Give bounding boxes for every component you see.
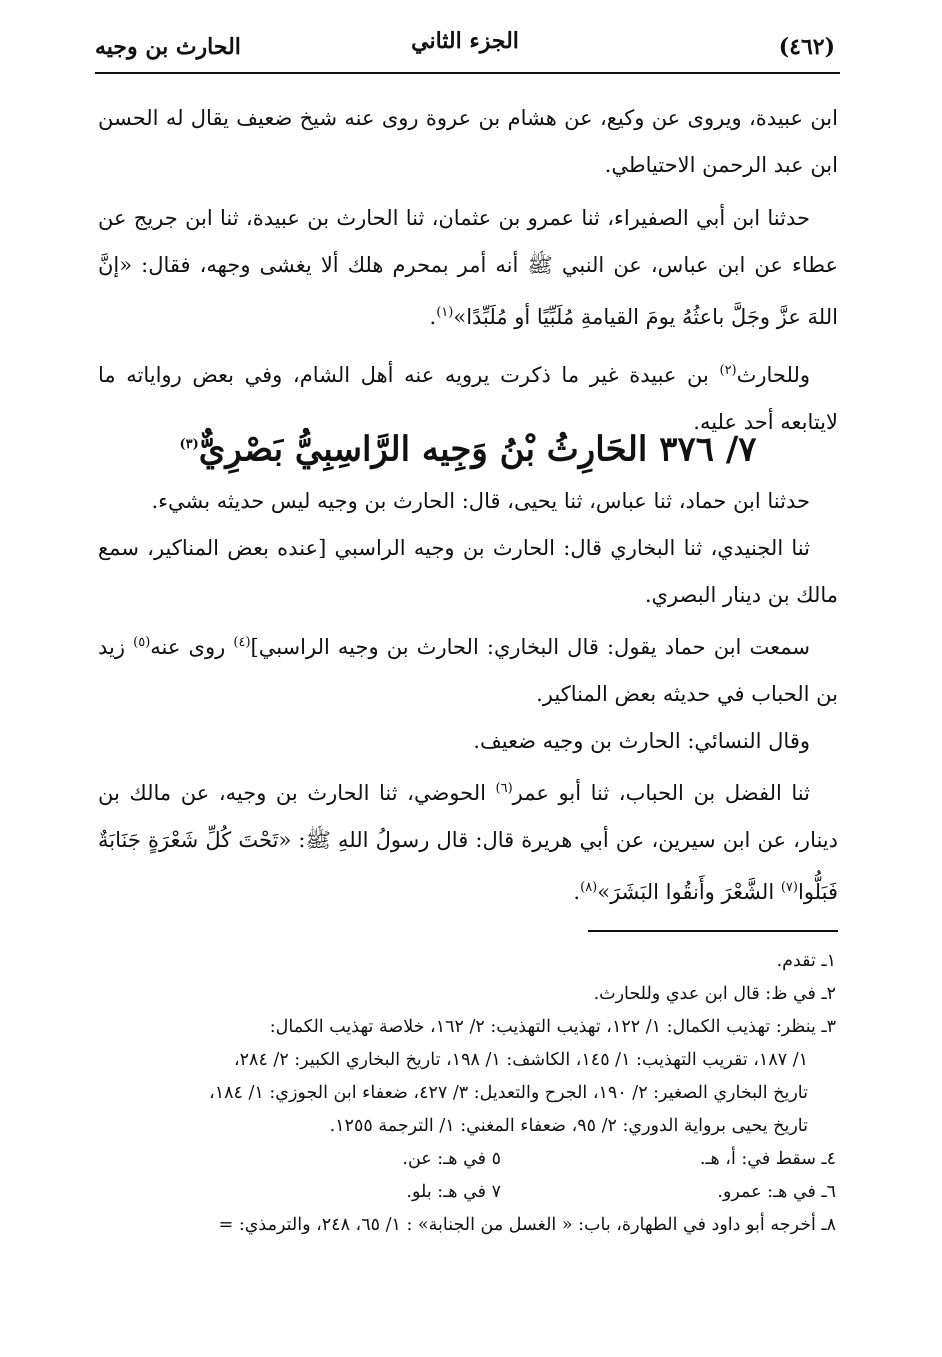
paragraph-3-lead: وللحارث <box>736 363 810 387</box>
paragraph-1: ابن عبيدة، ويروى عن وكيع، عن هشام بن عروة روى عنه شيخ ضعيف يقال له الحسن ابن عبد الرحمن الاحتياطي. <box>98 106 838 177</box>
paragraph-7: وقال النسائي: الحارث بن وجيه ضعيف. <box>473 729 810 753</box>
footnote-separator <box>588 930 838 932</box>
footnotes <box>88 945 836 1242</box>
header-rule <box>95 72 840 74</box>
paragraph-5: ثنا الجنيدي، ثنا البخاري قال: الحارث بن وجيه الراسبي [عنده بعض المناكير، سمع مالك بن دينار البصري. <box>98 536 838 607</box>
chapter-heading <box>98 420 838 474</box>
footnote-marker-2: (٢) <box>719 363 737 378</box>
main-text-upper <box>98 95 838 446</box>
footnote-marker-7: (٧) <box>780 880 798 895</box>
paragraph-8: ثنا الفضل بن الحباب، ثنا أبو عمر$^{(٦)}$ الحوضي، ثنا الحارث بن وجيه، عن مالك بن دينار، عن ابن سيرين، عن أبي هريرة قال: قال رسولُ اللهِ ﷺ: «تَحْتَ كُلِّ شَعْرَةٍ جَنَابَةٌ فَبَلُّوا$^{(٧)}$ الشَّعْرَ وأَنقُوا البَشَرَ»$^{(٨)}$. <box>98 781 838 904</box>
footnote-2: ٢ـ في ظ: قال ابن عدي وللحارث. <box>593 984 836 1004</box>
page-number: (٤٦٢) <box>778 34 835 60</box>
footnote-marker-6: (٦) <box>495 781 513 796</box>
paragraph-6-cont: زيد بن الحباب في حديثه بعض المناكير. <box>98 635 838 706</box>
volume-title: الجزء الثاني <box>411 28 519 54</box>
footnote-7: ٧ في هـ: بلو. <box>406 1182 501 1202</box>
paragraph-6-text: سمعت ابن حماد يقول: قال البخاري: الحارث بن وجيه الراسبي] <box>250 635 810 659</box>
page-header <box>95 28 835 68</box>
footnote-3-line-2: ١/ ١٨٧، تقريب التهذيب: ١/ ١٤٥، الكاشف: ١/ ١٩٨، تاريخ البخاري الكبير: ٢/ ٢٨٤، <box>233 1050 808 1070</box>
footnote-row-4-5 <box>88 1143 836 1176</box>
footnote-8: ٨ـ أخرجه أبو داود في الطهارة، باب: « الغسل من الجنابة» : ١/ ٦٥، ٢٤٨، والترمذي: = <box>218 1215 836 1235</box>
footnote-3-line-3: تاريخ البخاري الصغير: ٢/ ١٩٠، الجرح والتعديل: ٣/ ٤٢٧، ضعفاء ابن الجوزي: ١/ ١٨٤، <box>209 1083 808 1103</box>
main-text-lower <box>98 478 838 916</box>
footnote-marker-3: (٣) <box>179 437 199 452</box>
footnote-3-line-4: تاريخ يحيى برواية الدوري: ٢/ ٩٥، ضعفاء المغني: ١/ الترجمة ١٢٥٥. <box>329 1116 808 1136</box>
footnote-1: ١ـ تقدم. <box>776 951 836 971</box>
footnote-marker-1: (١) <box>436 305 454 320</box>
chapter-title-text: ٧/ ٣٧٦ الحَارِثُ بْنُ وَجِيه الرَّاسِبِيُّ بَصْرِيٌّ <box>198 429 757 470</box>
footnote-marker-5: (٥) <box>133 635 151 650</box>
footnote-6: ٦ـ في هـ: عمرو. <box>717 1182 836 1202</box>
paragraph-4: حدثنا ابن حماد، ثنا عباس، ثنا يحيى، قال: الحارث بن وجيه ليس حديثه بشيء. <box>151 489 810 513</box>
paragraph-2-text: حدثنا ابن أبي الصفيراء، ثنا عمرو بن عثمان، ثنا الحارث بن عبيدة، ثنا ابن جريج عن عطاء عن ابن عباس، عن النبي ﷺ أنه أمر بمحرم هلك ألا يغشى وجهه، فقال: «إنَّ اللهَ عزَّ وجَلَّ باعثُهُ يومَ القيامةِ مُلَبِّيًا أو مُلَبِّدًا» <box>98 206 838 329</box>
footnote-3: ٣ـ ينظر: تهذيب الكمال: ١/ ١٢٢، تهذيب التهذيب: ٢/ ١٦٢، خلاصة تهذيب الكمال: <box>269 1017 836 1037</box>
footnote-row-6-7 <box>88 1176 836 1209</box>
paragraph-8-hadith: الشَّعْرَ وأَنقُوا البَشَرَ» <box>597 880 775 904</box>
paragraph-6 <box>98 619 838 718</box>
paragraph-8-text: الحوضي، ثنا الحارث بن وجيه، عن مالك بن دينار، عن ابن سيرين، عن أبي هريرة قال: قال رسولُ اللهِ ﷺ: «تَحْتَ كُلِّ شَعْرَةٍ جَنَابَةٌ فَبَلُّوا <box>98 781 838 904</box>
paragraph-6-tail: روى عنه <box>150 635 226 659</box>
paragraph-3-text: بن عبيدة غير ما ذكرت يرويه عنه أهل الشام، وفي بعض رواياته ما لايتابعه أحد عليه. <box>98 363 838 434</box>
footnote-5: ٥ في هـ: عن. <box>402 1149 501 1169</box>
footnote-marker-8: (٨) <box>580 880 598 895</box>
footnote-4: ٤ـ سقط في: أ، هـ. <box>699 1149 836 1169</box>
running-title: الحارث بن وجيه <box>95 34 241 60</box>
footnote-marker-4: (٤) <box>233 635 251 650</box>
paragraph-2: حدثنا ابن أبي الصفيراء، ثنا عمرو بن عثمان، ثنا الحارث بن عبيدة، ثنا ابن جريج عن عطاء عن ابن عباس، عن النبي ﷺ أنه أمر بمحرم هلك ألا يغشى وجهه، فقال: «إنَّ اللهَ عزَّ وجَلَّ باعثُهُ يومَ القيامةِ مُلَبِّيًا أو مُلَبِّدًا»$^{(١)}$. <box>98 206 838 329</box>
paragraph-8-lead: ثنا الفضل بن الحباب، ثنا أبو عمر <box>512 781 810 805</box>
